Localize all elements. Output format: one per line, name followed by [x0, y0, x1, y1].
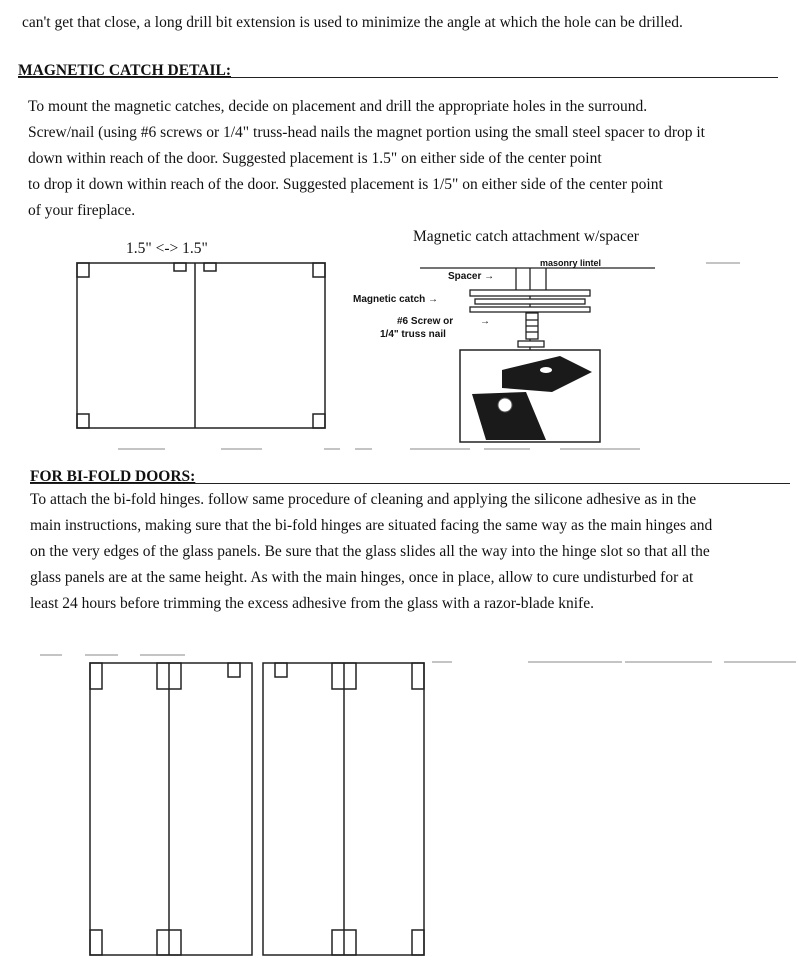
- hinge: [412, 663, 424, 689]
- hinge: [90, 663, 102, 689]
- scan-dashes: [40, 655, 796, 662]
- paragraph-line: on the very edges of the glass panels. Be sure that the glass slides all the way into the hinge slot so that all the: [30, 543, 710, 560]
- magnetic-catch-heading: MAGNETIC CATCH DETAIL:: [18, 62, 231, 79]
- intro-line: can't get that close, a long drill bit extension is used to minimize the angle at which the hole can be drilled.: [22, 14, 683, 31]
- truss-nail-label: 1/4" truss nail: [380, 329, 446, 340]
- hinge: [90, 930, 102, 955]
- placement-label: 1.5" <-> 1.5": [126, 240, 208, 257]
- paragraph-line: glass panels are at the same height. As with the main hinges, once in place, allow to cure undisturbed for at: [30, 569, 694, 586]
- spacer-label: Spacer →: [448, 271, 495, 282]
- paragraph-line: down within reach of the door. Suggested placement is 1.5" on either side of the center point: [28, 150, 602, 167]
- magnetic-catch-label: Magnetic catch →: [353, 294, 439, 305]
- paragraph-line: least 24 hours before trimming the excess adhesive from the glass with a razor-blade knife.: [30, 595, 594, 612]
- bifold-heading: FOR BI-FOLD DOORS:: [30, 468, 196, 485]
- screw-label: #6 Screw or: [397, 316, 454, 327]
- attachment-title: Magnetic catch attachment w/spacer: [413, 228, 639, 245]
- hinge: [412, 930, 424, 955]
- masonry-label: masonry lintel: [540, 258, 602, 268]
- paragraph-line: of your fireplace.: [28, 202, 136, 219]
- magnetic-catch: [228, 663, 240, 677]
- screw-arrow: →: [480, 316, 490, 327]
- paragraph-line: To attach the bi-fold hinges. follow same procedure of cleaning and applying the silicone adhesive as in the: [30, 491, 697, 508]
- paragraph-line: To mount the magnetic catches, decide on placement and drill the appropriate holes in the surround.: [28, 98, 648, 115]
- paragraph-line: Screw/nail (using #6 screws or 1/4" truss-head nails the magnet portion using the small steel spacer to drop it: [28, 124, 705, 141]
- paragraph-line: main instructions, making sure that the bi-fold hinges are situated facing the same way as the main hinges and: [30, 517, 713, 534]
- paragraph-line: to drop it down within reach of the door. Suggested placement is 1/5" on either side of the center point: [28, 176, 663, 193]
- bifold-left-frame: [90, 663, 252, 955]
- magnetic-catch: [275, 663, 287, 677]
